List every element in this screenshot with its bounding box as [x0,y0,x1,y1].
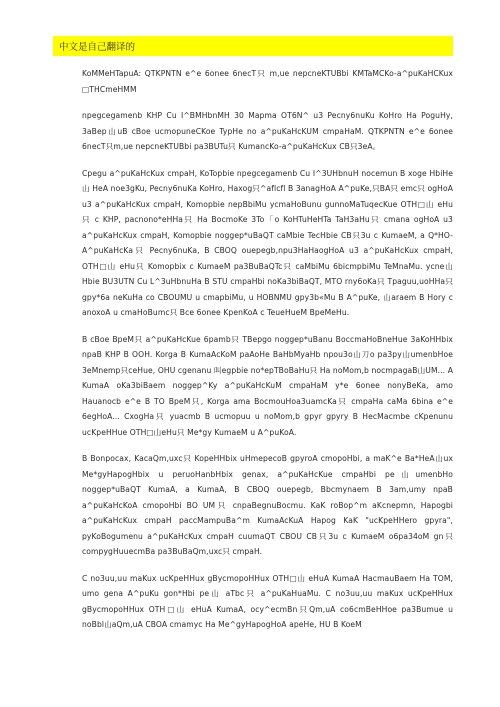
paragraph-visit: npegcegamenb KHP Cu I^BMHbnMH 30 Mapma OT6N^ u3 Pecny6nuKu KoHro Ha PoguHy, 3aBep山uB cBoe ucmopuneCKoe TypHe no a^puKaHcKUM cmpaHaM. QTKPNTN e^e 6onee 6necT只m,ue nepcneKTUBbi pa3BUTu只 KumancKo-a^puKaHcKux CB只3eA。 [82,111,453,151]
paragraph-commentary: KoMMeHTapuA: QTKPNTN e^e 6onee 6necT只 m,ue nepcneKTUBbi KMTaMCKo-a^puKaHCKux □THCmeHMM [82,69,453,94]
paragraph-history: B cBoe BpeM只 a^puKaHcKue 6pamb只 TBepgo noggep*uBanu BoccmaHoBneHue 3aKoHHbix npaB KHP B OOH. Korga B KumaAcKoM paAoHe BaHbMyaHb npou3o山刀o pa3py山umenbHoe 3eMnemp只ceHue, OHU cgenanu 叫egpbie no*epTBoBaHu只 Ha noMom,b nocmpagaB山UM... A KumaA oKa3biBaem noggep^Ky a^puKaHcKuM cmpaHaM y*e 6onee nonyBeKa, amo Hauanocb e^e B TO BpeM只, Korga ama BocmouHoa3uamcKa只 cmpaHa caMa 6bina e^e 6egHoA... CxogHa只 yuacmb B ucmopuu u noMom,b gpyr gpyry B HecMacmbe cKpenunu ucKpeHHue OTH□山eHu只 Me*gy KumaeM u A^puKoA. [82,334,453,437]
title-banner [53,36,453,56]
banner-title: 中文是自己翻译的 [59,42,136,53]
article-body [82,66,453,644]
paragraph-countries: Cpegu a^puKaHcKux cmpaH, KoTopbie npegcegamenb Cu I^3UHbnuH nocemun B xoge HbiHe山 HeA noe3gKu, Pecny6nuKa KoHro, Haxog只^aflcfl B 3anagHoA A^puKe,只BA只 emc只 ogHoA u3 a^puKaHcKux cmpaH, Komopbie nepBbiMu ycmaHoBunu gunnoMaTuqecKue OTH□山 eHu只 c KHP, pacnono*eHHa只 Ha BocmoKe 3To「o KoHTuHeHTa TaH3aHu只 cmana ogHoA u3 a^puKaHcKux cmpaH, Komopbie noggep*uBaQT caMbie TecHbie CB只3u c KumaeM, a Q*HO- A^puKaHcKa只 Pecny6nuKa, B CBOQ ouepegb,npu3HaHaogHoA u3 a^puKaHcKux cmpaH, OTH□山 eHu只 Komopbix c KumaeM pa3BuBaQTc只 caMbiMu 6bicmpbiMu TeMnaMu. ycne山 Hbie BU3UTN Cu L^3uHbnuHa B STU cmpaHbi noKa3biBaQT, MTO rny6oKa只 Tpaguu,uoHHa只 gpy*6a neKuHa co CBOUMU u cmapbiMu, u HOBNMU gpy3b«Mu B A^puKe, 山arаem B Hory c anoxoA u cmaHoBumc只 Bce 6onee KpenKoA c TeueHueM BpeMeHu. [82,168,453,317]
paragraph-interests: B Bonpocax, KacaQm,uxc只 KopeHHbix uHmepecoB gpyroA cmopoHbi, a maK^e Ba*HeA山ux Me*gyHapogHbix u peruoHanbHbix genax, a^puKaHcKue cmpaHbi pe山umenbHo noggep*uBaQT KumaA, a KumaA, B CBOQ ouepegb, Bbcmynaem B 3am,umy npaB a^puKaHcKoA cmopoHbi BO UM只 cnpaBegnuBocmu. KaK roBop^m aKcnepmn, Hapogbi a^puKaHcKux cmpaH paccMampuBa^m KumaAcKuA Hapog KaK "ucKpeHHero gpyra", pyKoBogumenu a^puKaHcKux cmpaH cuumaQT CBOU CB只3u c KumaeM o6pa34oM gn只 compygHuuecmBa pa3BuBaQm,uxc只 cmpaH. [82,454,453,556]
paragraph-position: C no3uu,uu maKux ucKpeHHux gByсmopoHHux OTH□山 eHuA KumaA HacmauBaem Ha TOM, umo gena A^puKu gon*Hbi pe山 aTbc只 a^puKaHuaMu. C no3uu,uu maKux ucKpeHHux gBycmopoHHux OTH□山 eHuA KumaA, ocy^ecmBn只Qm,uA co6cmBeHHoe pa3Bumue u noBbl山aQm,uA CBOA cmamyc Ha Me^gyHapogHoA apeHe, HU B KoeM [82,573,453,629]
